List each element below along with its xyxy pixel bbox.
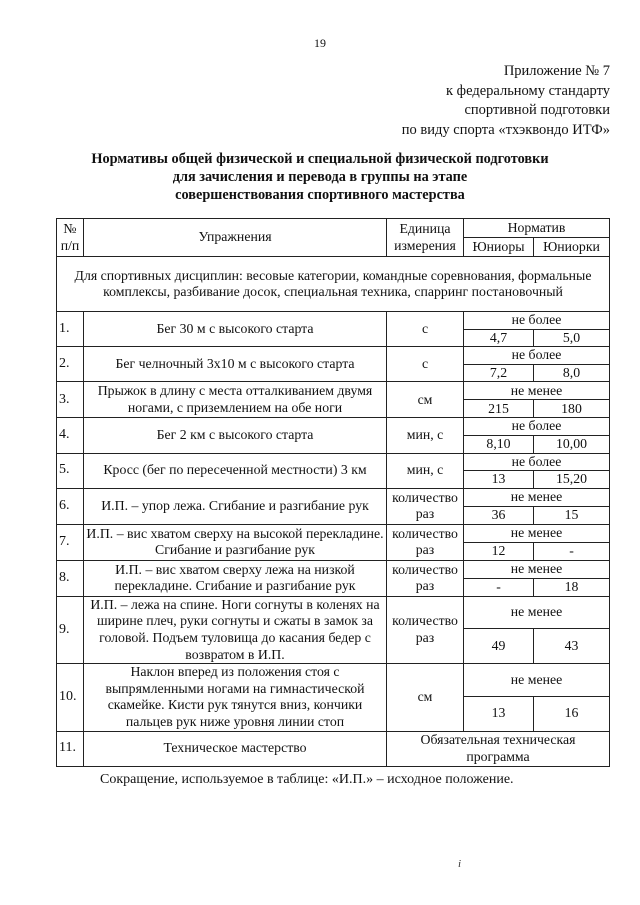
row-unit: с: [387, 347, 464, 382]
row-unit: с: [387, 312, 464, 347]
row-number: 6.: [57, 488, 84, 524]
row-exercise: Бег 2 км с высокого старта: [84, 418, 387, 453]
row-unit: количество раз: [387, 488, 464, 524]
row-value-juniors-f: 43: [534, 629, 610, 664]
row-value-juniors-m: 13: [464, 471, 534, 489]
row-unit: см: [387, 664, 464, 731]
stray-mark: i: [458, 858, 462, 870]
row-value-juniors-f: 8,0: [534, 364, 610, 382]
title-line-3: совершенствования спортивного мастерства: [175, 187, 465, 203]
row-qualifier: не более: [464, 312, 610, 330]
row-unit: мин, с: [387, 418, 464, 453]
row-qualifier: не менее: [464, 524, 610, 542]
row-number: 9.: [57, 596, 84, 663]
footnote: Сокращение, используемое в таблице: «И.П.» – исходное положение.: [100, 772, 514, 787]
row-number: 11.: [57, 731, 84, 766]
row-qualifier: не менее: [464, 488, 610, 506]
header-juniors-m: Юниоры: [464, 238, 534, 257]
row-exercise: Прыжок в длину с места отталкиванием двумя ногами, с приземлением на обе ноги: [84, 382, 387, 418]
row-qualifier: не более: [464, 347, 610, 365]
header-num: № п/п: [57, 219, 84, 257]
row-qualifier: не менее: [464, 664, 610, 697]
row-number: 7.: [57, 524, 84, 560]
row-qualifier: не менее: [464, 596, 610, 629]
row-value-juniors-m: 49: [464, 629, 534, 664]
row-exercise: И.П. – лежа на спине. Ноги согнуты в коленях на ширине плеч, руки согнуты и сжаты в замок за головой. Подъем туловища до касания бедер с возвратом в И.П.: [84, 596, 387, 663]
row-value-juniors-m: 4,7: [464, 329, 534, 347]
appendix-line-1: Приложение № 7: [503, 63, 610, 79]
row-qualifier: не более: [464, 453, 610, 471]
appendix-header: [402, 62, 610, 140]
row-number: 2.: [57, 347, 84, 382]
row-number: 10.: [57, 664, 84, 731]
document-title: [0, 150, 640, 204]
row-value-juniors-m: 36: [464, 506, 534, 524]
row-value-juniors-m: 8,10: [464, 435, 534, 453]
row-exercise: Бег 30 м с высокого старта: [84, 312, 387, 347]
row-number: 4.: [57, 418, 84, 453]
header-juniors-f: Юниорки: [534, 238, 610, 257]
discipline-row: Для спортивных дисциплин: весовые категории, командные соревнования, формальные комплексы, разбивание досок, специальная техника, спарринг постановочный: [57, 257, 610, 312]
row-value-juniors-f: 16: [534, 696, 610, 731]
row-exercise: Наклон вперед из положения стоя с выпрямленными ногами на гимнастической скамейке. Кисти рук тянутся вниз, кончики пальцев рук ниже уровня линии стоп: [84, 664, 387, 731]
row-value-juniors-f: 10,00: [534, 435, 610, 453]
row-number: 1.: [57, 312, 84, 347]
row-value-juniors-m: 7,2: [464, 364, 534, 382]
row-value-juniors-m: -: [464, 578, 534, 596]
row-qualifier: не более: [464, 418, 610, 436]
page-number: 19: [314, 36, 326, 50]
row-program: Обязательная техническая программа: [387, 731, 610, 766]
row-value-juniors-m: 12: [464, 542, 534, 560]
row-value-juniors-f: 15,20: [534, 471, 610, 489]
row-number: 5.: [57, 453, 84, 488]
row-qualifier: не менее: [464, 560, 610, 578]
header-exercise: Упражнения: [84, 219, 387, 257]
row-number: 8.: [57, 560, 84, 596]
row-unit: мин, с: [387, 453, 464, 488]
row-unit: количество раз: [387, 560, 464, 596]
row-exercise: И.П. – упор лежа. Сгибание и разгибание рук: [84, 488, 387, 524]
row-exercise: И.П. – вис хватом сверху лежа на низкой перекладине. Сгибание и разгибание рук: [84, 560, 387, 596]
row-exercise: Техническое мастерство: [84, 731, 387, 766]
row-qualifier: не менее: [464, 382, 610, 400]
row-value-juniors-m: 215: [464, 400, 534, 418]
appendix-line-2: к федеральному стандарту: [446, 82, 610, 99]
row-exercise: Кросс (бег по пересеченной местности) 3 км: [84, 453, 387, 488]
row-exercise: Бег челночный 3х10 м с высокого старта: [84, 347, 387, 382]
row-value-juniors-f: -: [534, 542, 610, 560]
title-line-1: Нормативы общей физической и специальной физической подготовки: [91, 151, 549, 167]
row-value-juniors-f: 180: [534, 400, 610, 418]
appendix-line-4: по виду спорта «тхэквондо ИТФ»: [401, 121, 610, 138]
row-value-juniors-f: 5,0: [534, 329, 610, 347]
appendix-line-3: спортивной подготовки: [464, 102, 610, 118]
header-norm: Норматив: [464, 219, 610, 238]
title-line-2: для зачисления и перевода в группы на этапе: [172, 169, 468, 185]
row-unit: количество раз: [387, 524, 464, 560]
row-value-juniors-f: 15: [534, 506, 610, 524]
row-value-juniors-m: 13: [464, 696, 534, 731]
norms-table: [56, 218, 610, 767]
header-unit: Единица измерения: [387, 219, 464, 257]
row-number: 3.: [57, 382, 84, 418]
row-exercise: И.П. – вис хватом сверху на высокой перекладине. Сгибание и разгибание рук: [84, 524, 387, 560]
row-unit: см: [387, 382, 464, 418]
row-value-juniors-f: 18: [534, 578, 610, 596]
row-unit: количество раз: [387, 596, 464, 663]
